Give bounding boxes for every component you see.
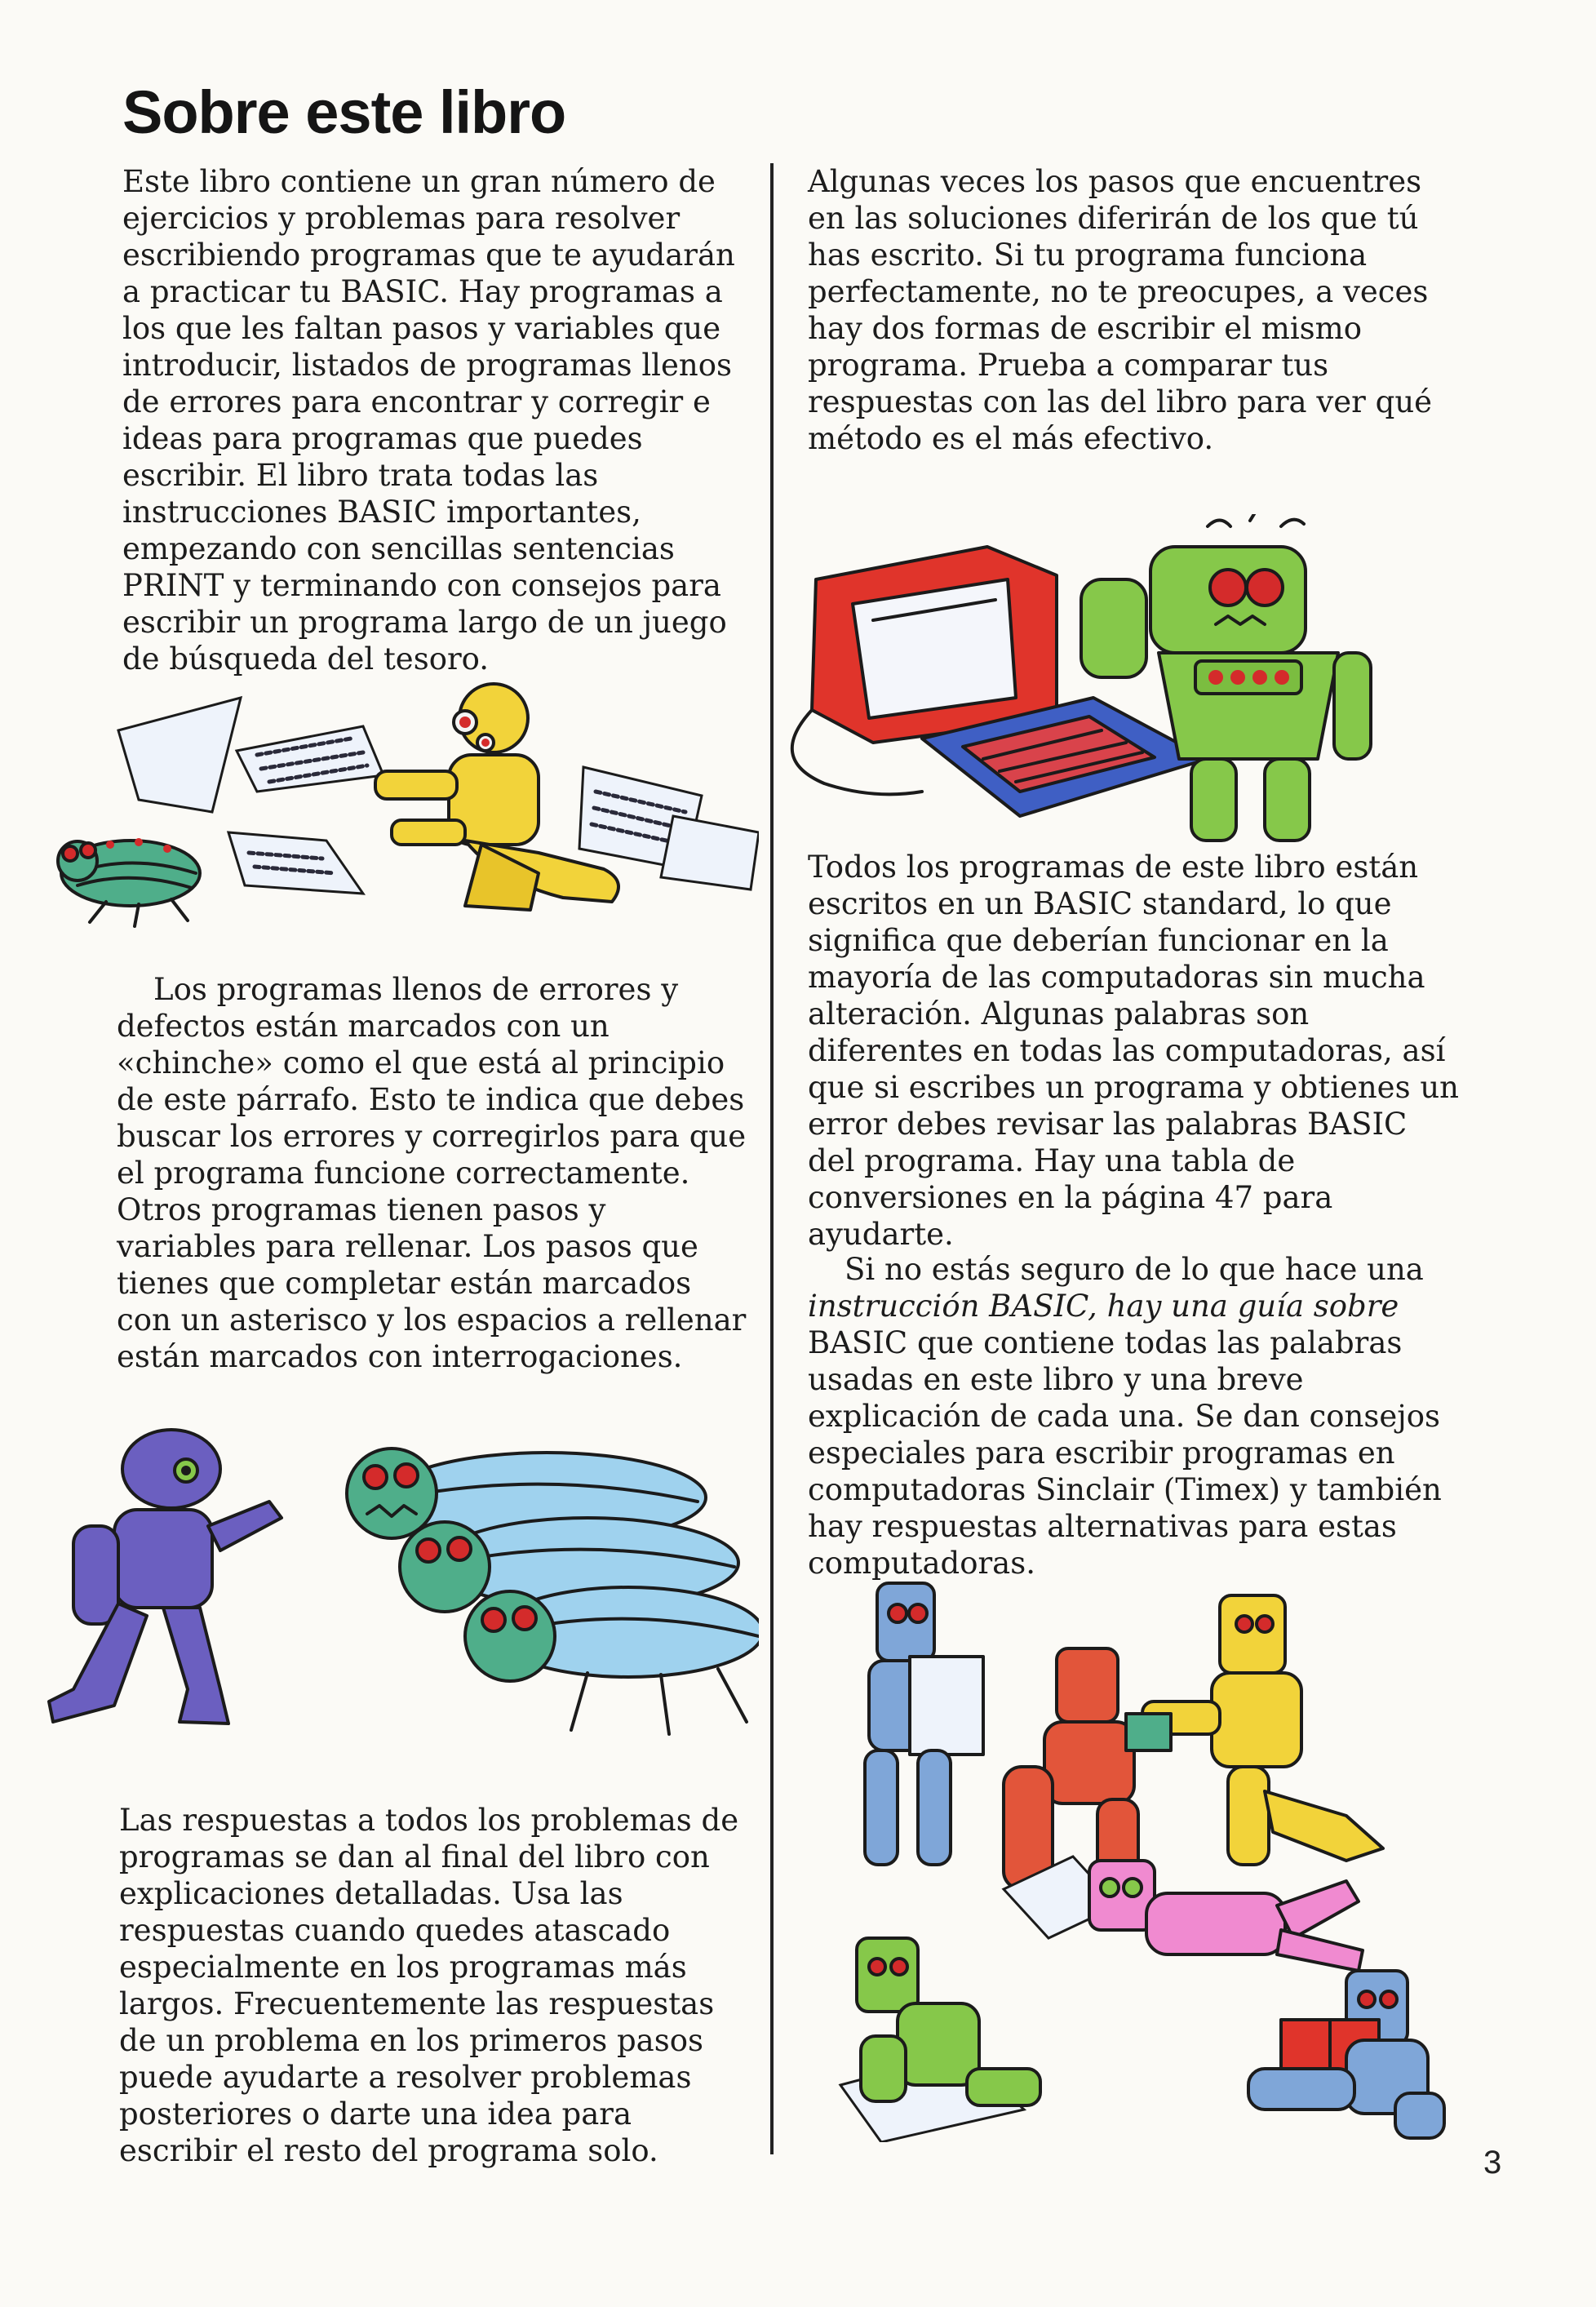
left-paragraph-1: Este libro contiene un gran número de ejercicios y problemas para resolver escribiendo programas que te ayudarán a practicar tu BASIC. Hay programas a los que les faltan pasos y variables que introducir, listados de programas llenos de errores para encontrar y corregir e ideas para programas que puedes escribir. El libro trata todas las instrucciones BASIC importantes, empezando con sencillas sentencias PRINT y terminando con consejos para escribir un programa largo de un juego de búsqueda del tesoro. [122, 164, 735, 677]
right-paragraph-2: Todos los programas de este libro están escritos en un BASIC standard, lo que significa que deberían funcionar en la mayoría de las computadoras sin mucha alteración. Algunas palabras son diferentes en todas las computadoras, así que si escribes un programa y obtienes un error debes revisar las palabras BASIC del programa. Hay una tabla de conversiones en la página 47 para ayudarte. [808, 850, 1459, 1252]
right-paragraph-3-italic: instrucción BASIC, hay una guía sobre [808, 1289, 1399, 1324]
left-paragraph-3: Las respuestas a todos los problemas de programas se dan al final del libro con explicaciones detalladas. Usa las respuestas cuando quedes atascado especialmente en los programas más largos. Frecuentemente las respuestas de un problema en los primeros pasos puede ayudarte a resolver problemas posteriores o darte una idea para escribir el resto del programa solo. [119, 1803, 739, 2168]
right-paragraph-3-start: Si no estás seguro de lo que hace una [845, 1252, 1424, 1287]
column-divider [770, 163, 774, 2154]
left-paragraph-2: Los programas llenos de errores y defectos están marcados con un «chinche» como el que está al principio de este párrafo. Esto te indica que debes buscar los errores y corregirlos para que el programa funcione correctamente. Otros programas tienen pasos y variables para rellenar. Los pasos que tienes que completar están marcados con un asterisco y los espacios a rellenar están marcados con interrogaciones. [117, 972, 747, 1374]
right-paragraph-1: Algunas veces los pasos que encuentres en las soluciones diferirán de los que tú has escrito. Si tu programa funciona perfectamente, no te preocupes, a veces hay dos formas de escribir el mismo programa. Prueba a comparar tus respuestas con las del libro para ver qué método es el más efectivo. [808, 164, 1433, 456]
page-number: 3 [1483, 2145, 1502, 2181]
page-title: Sobre este libro [122, 78, 566, 146]
robot-pointing-at-bugs-icon [16, 1420, 759, 1746]
right-paragraph-3 [808, 1251, 1461, 1582]
yellow-robot-with-papers-and-bug-icon [41, 677, 759, 930]
computer-and-confused-robot-icon [775, 514, 1452, 849]
robots-reading-group-icon [775, 1579, 1452, 2142]
right-paragraph-3-end: BASIC que contiene todas las palabras usadas en este libro y una breve explicación de cada una. Se dan consejos especiales para escribir programas en computadoras Sinclair (Timex) y también hay respuestas alternativas para estas computadoras. [808, 1325, 1442, 1581]
